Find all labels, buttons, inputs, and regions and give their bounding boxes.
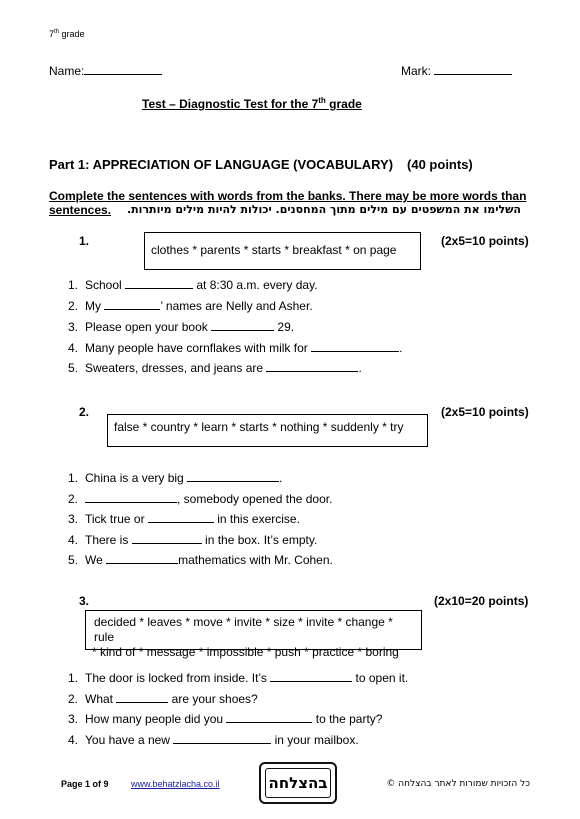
mark-blank[interactable] [434, 64, 512, 75]
sentence-row [68, 692, 258, 706]
sentence-number: 3. [68, 320, 79, 334]
sentence-text-after: , somebody opened the door. [177, 492, 333, 506]
sentence-text-after: . [279, 471, 283, 485]
answer-blank[interactable] [125, 278, 193, 289]
sentence-text-before: The door is locked from inside. It’s [85, 671, 271, 685]
sentence-text-after: 29. [274, 320, 295, 334]
answer-blank[interactable] [132, 533, 202, 544]
sentence-text-after: mathematics with Mr. Cohen. [178, 553, 333, 567]
answer-blank[interactable] [173, 733, 271, 744]
name-field[interactable] [49, 64, 162, 78]
answer-blank[interactable] [116, 692, 168, 703]
answer-blank[interactable] [211, 320, 274, 331]
sentence-text-before: China is a very big [85, 471, 188, 485]
sentence-text-after: . [358, 361, 362, 375]
word-bank-1 [144, 232, 421, 270]
sentence-row [68, 361, 362, 375]
section-2-points: (2x5=10 points) [441, 405, 529, 419]
page-title: Test – Diagnostic Test for the 7th grade [142, 96, 362, 111]
sentence-text-after: ’ names are Nelly and Asher. [160, 299, 313, 313]
section-3-label: 3. [79, 594, 90, 608]
sentence-text-after: to the party? [312, 712, 383, 726]
sentence-row [68, 278, 318, 292]
sentence-row [68, 512, 300, 526]
answer-blank[interactable] [311, 341, 399, 352]
grade-label: 7th grade [49, 29, 85, 39]
word-bank-3-line-2: * kind of * message * impossible * push * practice * boring [92, 645, 399, 659]
mark-field[interactable] [401, 64, 512, 78]
instruction-line-1: Complete the sentences with words from the banks. There may be more words than [49, 189, 527, 203]
answer-blank[interactable] [104, 299, 160, 310]
sentence-text-after: . [399, 341, 403, 355]
sentence-text-before: My [85, 299, 105, 313]
section-3-points: (2x10=20 points) [434, 594, 529, 608]
answer-blank[interactable] [226, 712, 312, 723]
mark-label: Mark: [401, 64, 431, 78]
sentence-number: 2. [68, 492, 79, 506]
sentence-text-after: in your mailbox. [271, 733, 359, 747]
sentence-number: 4. [68, 533, 79, 547]
answer-blank[interactable] [187, 471, 279, 482]
sentence-number: 2. [68, 692, 79, 706]
word-bank-2-text: false * country * learn * starts * nothing * suddenly * try [114, 420, 404, 434]
sentence-number: 3. [68, 712, 79, 726]
sentence-text-before: How many people did you [85, 712, 227, 726]
sentence-row [68, 299, 313, 313]
word-bank-2 [107, 414, 428, 447]
sentence-number: 5. [68, 553, 79, 567]
sentence-row [68, 553, 333, 567]
sentence-text-before: Please open your book [85, 320, 212, 334]
sentence-number: 5. [68, 361, 79, 375]
sentence-row [68, 320, 294, 334]
page-number: Page 1 of 9 [61, 779, 109, 789]
part-points: (40 points) [407, 157, 473, 172]
website-link[interactable]: www.behatzlacha.co.il [131, 779, 220, 789]
logo [259, 762, 337, 804]
sentence-number: 1. [68, 471, 79, 485]
sentence-number: 2. [68, 299, 79, 313]
instruction-line-2: sentences. השלימו את המשפטים עם מילים מתוך המחסנים. יכולות להיות מילים מיותרות. [49, 203, 521, 217]
part-heading: Part 1: APPRECIATION OF LANGUAGE (VOCABULARY) (40 points) [49, 157, 473, 172]
section-1-points: (2x5=10 points) [441, 234, 529, 248]
answer-blank[interactable] [106, 553, 178, 564]
sentence-row [68, 471, 282, 485]
sentence-text-after: at 8:30 a.m. every day. [193, 278, 318, 292]
section-1-label: 1. [79, 234, 90, 248]
sentence-number: 4. [68, 733, 79, 747]
word-bank-1-text: clothes * parents * starts * breakfast * on page [151, 243, 397, 257]
sentence-row [68, 533, 317, 547]
sentence-row [68, 733, 359, 747]
section-2-label: 2. [79, 405, 90, 419]
sentence-text-before: Tick true or [85, 512, 148, 526]
sentence-text-after: in the box. It’s empty. [201, 533, 318, 547]
answer-blank[interactable] [266, 361, 358, 372]
sentence-text-after: to open it. [352, 671, 409, 685]
sentence-row [68, 341, 402, 355]
sentence-text-before: We [85, 553, 107, 567]
sentence-row [68, 492, 332, 506]
sentence-row [68, 712, 382, 726]
sentence-text-after: in this exercise. [213, 512, 300, 526]
sentence-text-before: You have a new [85, 733, 174, 747]
answer-blank[interactable] [148, 512, 214, 523]
word-bank-3 [85, 610, 422, 659]
name-label: Name: [49, 64, 85, 78]
sentence-text-before: What [85, 692, 117, 706]
sentence-number: 1. [68, 671, 79, 685]
answer-blank[interactable] [270, 671, 352, 682]
sentence-text-before: Sweaters, dresses, and jeans are [85, 361, 267, 375]
copyright-text: כל הזכויות שמורות לאתר בהצלחה © [386, 779, 530, 789]
answer-blank[interactable] [85, 492, 177, 503]
word-bank-3-line-1: decided * leaves * move * invite * size * invite * change * rule [94, 615, 393, 644]
sentence-text-after: are your shoes? [168, 692, 258, 706]
name-blank[interactable] [84, 64, 162, 75]
sentence-number: 3. [68, 512, 79, 526]
sentence-number: 4. [68, 341, 79, 355]
sentence-text-before: School [85, 278, 126, 292]
sentence-text-before: There is [85, 533, 132, 547]
sentence-row [68, 671, 408, 685]
sentence-text-before: Many people have cornflakes with milk for [85, 341, 312, 355]
logo-text: בהצלחה [265, 768, 331, 798]
sentence-number: 1. [68, 278, 79, 292]
